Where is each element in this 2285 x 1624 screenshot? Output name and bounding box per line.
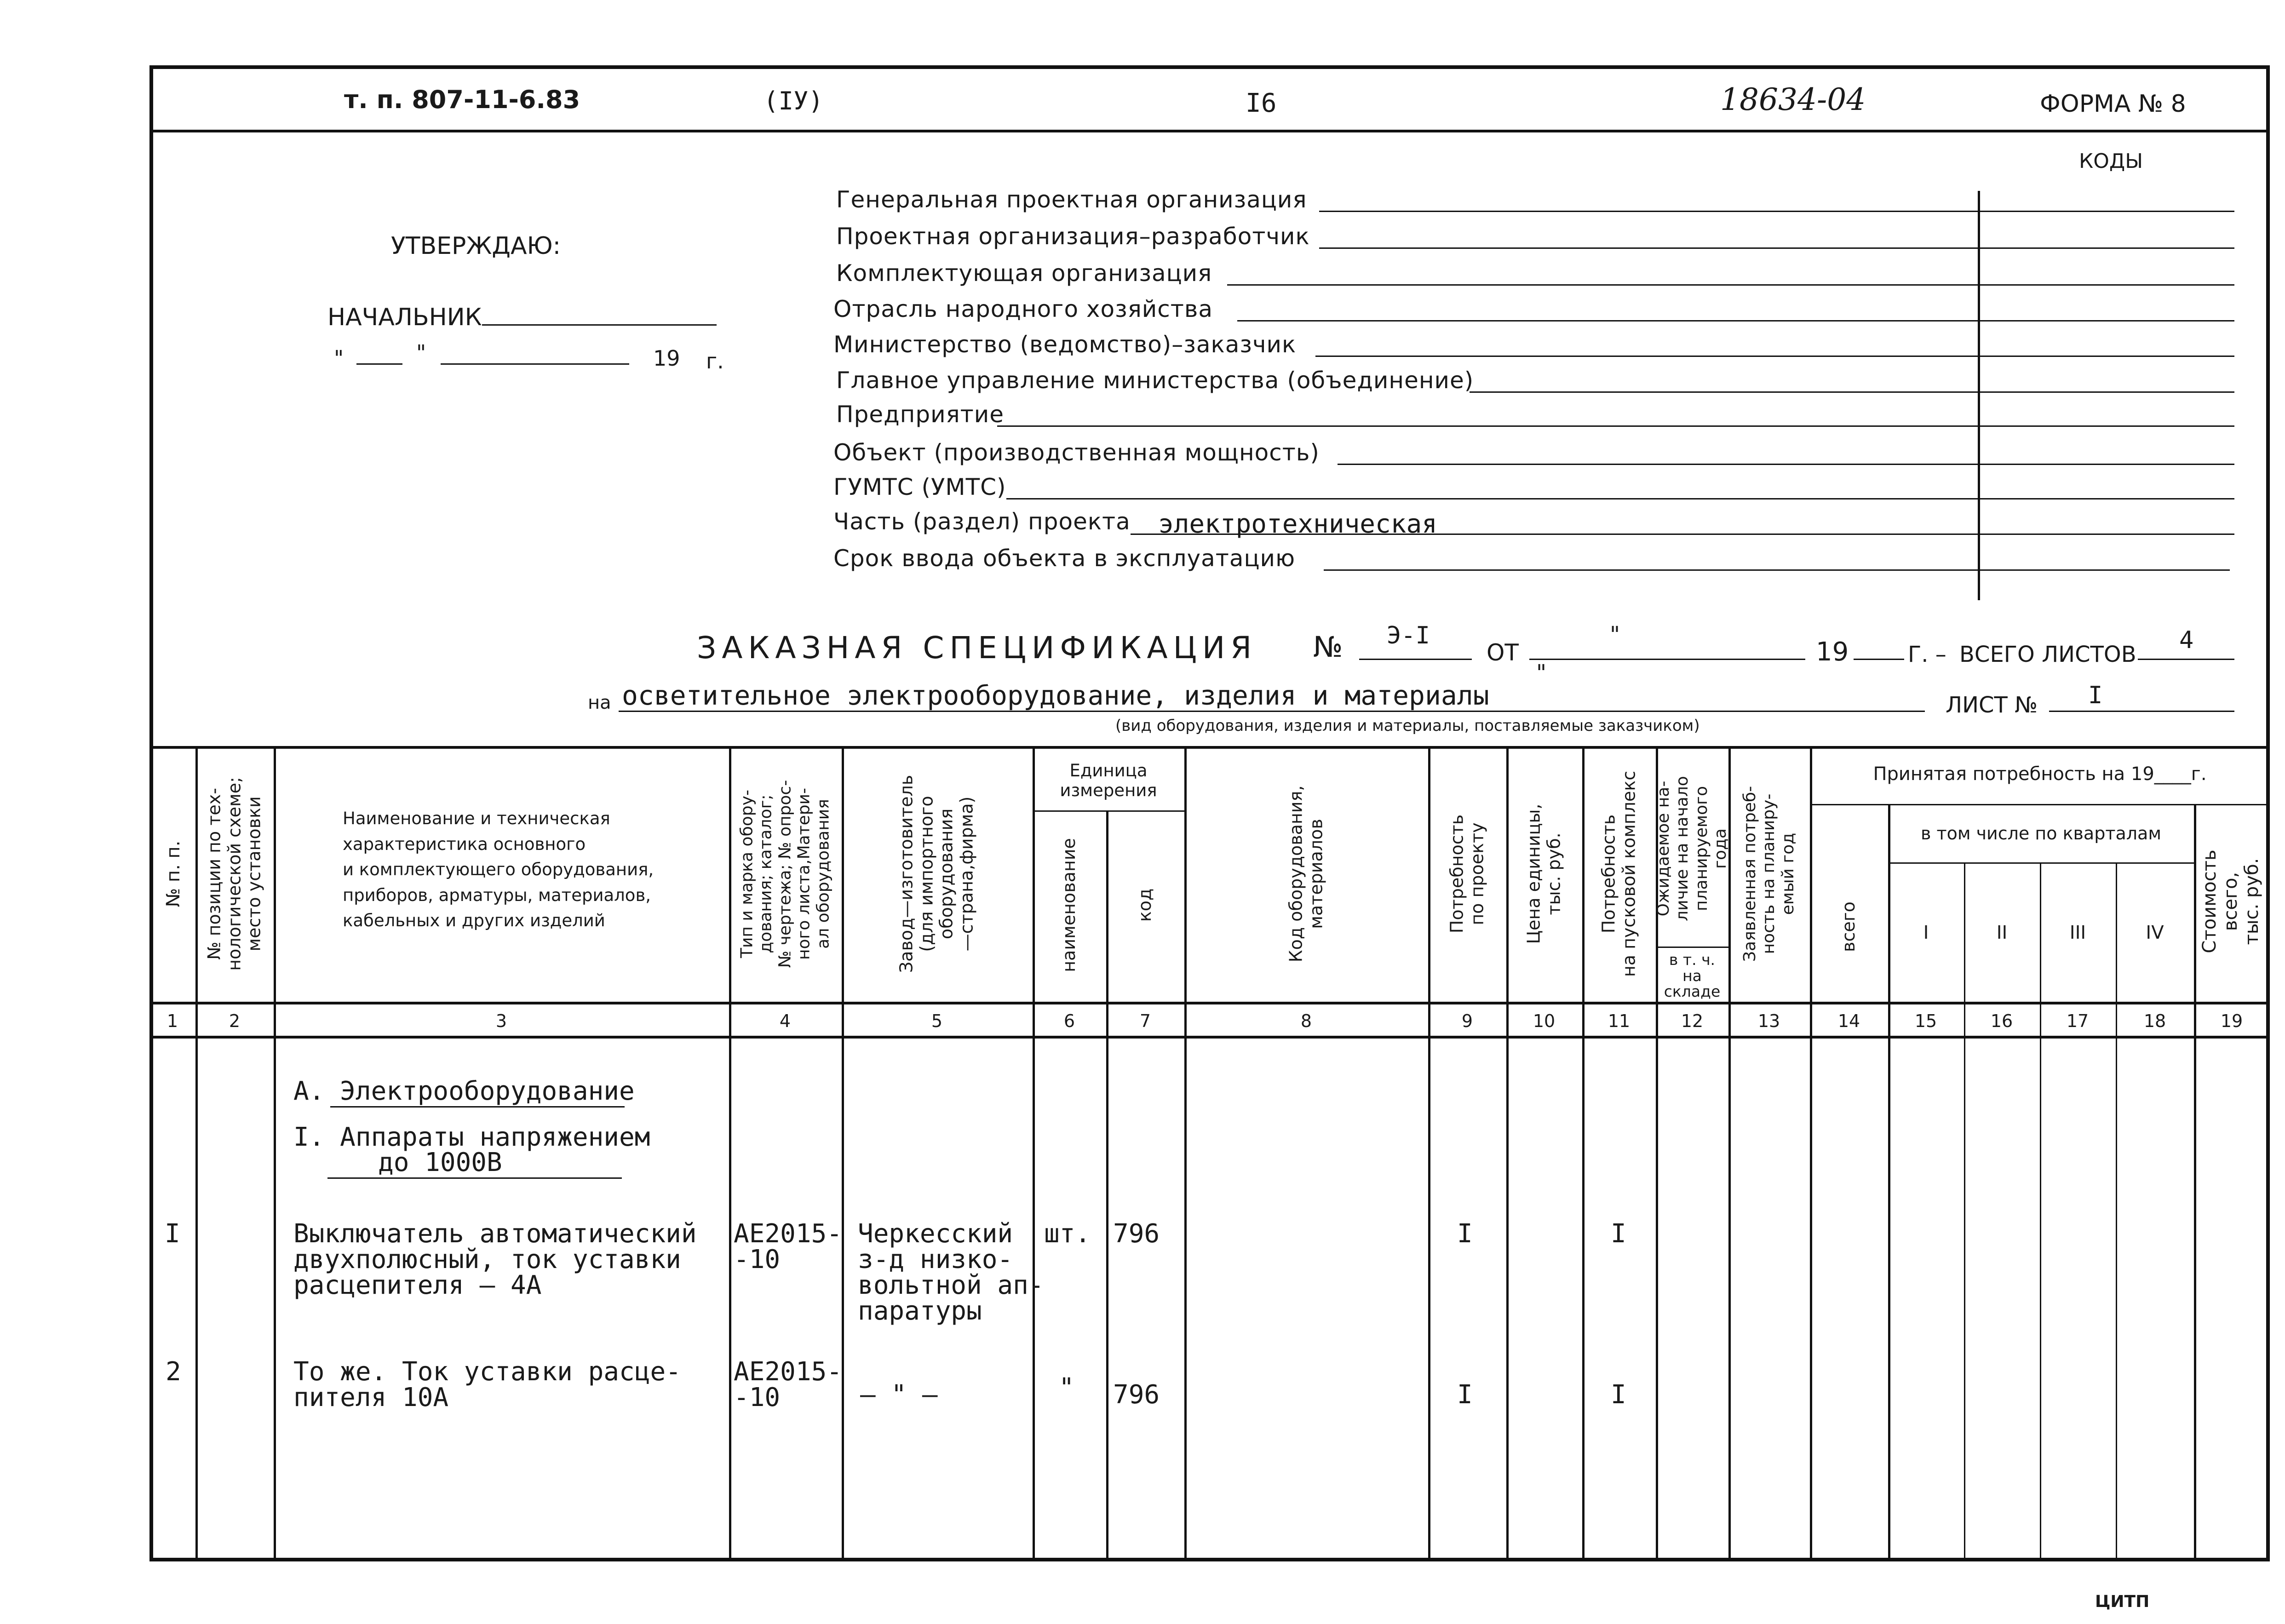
spec-year-line[interactable] [1854,659,1904,660]
row-1-unit: шт. [1044,1219,1091,1249]
row-2-unit-code: 796 [1113,1380,1160,1410]
table-header-bottom [149,1002,2270,1004]
codes-label: КОДЫ [2079,149,2143,173]
spec-subject-line[interactable] [619,711,1925,712]
spec-year-suffix: Г. – [1908,642,1946,667]
header-col-6: наименование [1059,838,1079,972]
field-project-part-label: Часть (раздел) проекта [833,508,1131,535]
field-ministry-label: Министерство (ведомство)–заказчик [833,331,1297,358]
project-code: т. п. 807-11-6.83 [344,85,580,114]
codes-column-divider [1978,191,1980,600]
colnum-5: 5 [931,1011,943,1031]
field-supplier-org-label: Комплектующая организация [836,260,1212,287]
spec-number-value: Э-I [1387,622,1430,649]
spec-subject-caption: (вид оборудования, изделия и материалы, поставляемые заказчиком) [1115,717,1700,735]
header-col-12: Ожидаемое на- личие на начало планируемого года [1654,776,1730,921]
header-col-19: Стоимость всего, тыс. руб. [2199,849,2262,953]
field-project-part-value: электротехническая [1158,509,1437,539]
field-general-org-label: Генеральная проектная организация [836,186,1307,213]
header-unit-group: Единица измерения [1060,761,1157,800]
colnum-12: 12 [1681,1011,1704,1031]
spec-from-label: ОТ [1487,639,1519,666]
row-2-type: АЕ2015- -10 [734,1357,843,1412]
header-col-16: II [1996,922,2008,943]
form-label: ФОРМА № 8 [2040,90,2186,118]
col-divider-4 [842,746,844,1561]
col-divider-17 [2116,862,2117,1561]
spec-number-line[interactable] [1359,659,1472,660]
colnum-9: 9 [1461,1011,1473,1031]
section-1-heading-line1: I. Аппараты напряжением [293,1122,650,1152]
col-divider-16 [2040,862,2041,1561]
header-col-14: всего [1838,901,1859,952]
chief-label: НАЧАЛЬНИК [327,304,482,331]
colnum-15: 15 [1914,1011,1937,1031]
colnum-11: 11 [1608,1011,1631,1031]
row-2-need: I [1457,1380,1473,1410]
col-divider-1 [195,746,198,1561]
col-divider-10 [1582,746,1585,1561]
field-project-part-line[interactable] [1131,534,2234,535]
spec-sheet-value: I [2088,682,2103,709]
row-1-maker: Черкесский з-д низко- вольтной ап- паратуры [858,1219,1044,1326]
spec-year-label: 19 [1816,637,1849,667]
album-number: (IУ) [764,86,824,115]
spec-total-sheets-label: ВСЕГО ЛИСТОВ [1959,642,2136,667]
header-col-10: Цена единицы, тыс. руб. [1523,803,1564,944]
accepted-group-divider [1810,804,2270,805]
row-1-start-need: I [1611,1219,1626,1249]
field-developer-org-line[interactable] [1319,247,2234,249]
section-a-heading: А. Электрооборудование [293,1076,635,1106]
colnum-14: 14 [1837,1011,1860,1031]
spec-total-sheets-line[interactable] [2138,659,2234,660]
colnum-18: 18 [2143,1011,2166,1031]
footer-mark: ЦИТП [2095,1592,2150,1611]
field-industry-label: Отрасль народного хозяйства [833,296,1213,322]
section-1-underline [327,1177,622,1179]
header-col-11: Потребность на пусковой комплекс [1598,770,1639,977]
colnum-16: 16 [1990,1011,2013,1031]
row-1-name: Выключатель автоматический двухполюсный, ток уставки расцепителя – 4А [293,1219,697,1300]
handwritten-doc-number: 18634-04 [1720,82,1866,117]
header-col-7: код [1135,888,1155,922]
colnum-10: 10 [1533,1011,1556,1031]
field-commissioning-label: Срок ввода объекта в эксплуатацию [833,545,1296,572]
spec-date-line[interactable] [1529,659,1805,660]
row-2-unit: " [1059,1373,1074,1403]
col-divider-13 [1810,746,1812,1561]
date-year-prefix: 19 [653,346,680,371]
header-accepted-group: Принятая потребность на 19____г. [1873,763,2207,785]
row-2-start-need: I [1611,1380,1626,1410]
field-industry-line[interactable] [1237,320,2234,321]
top-bar-divider [149,130,2270,132]
col-divider-9 [1506,746,1509,1561]
header-quarters-group: в том числе по кварталам [1921,823,2161,844]
header-col-5: Завод—изготовитель (для импортного оборудования —страна,фирма) [896,775,977,973]
colnum-6: 6 [1063,1011,1075,1031]
section-a-underline [330,1106,625,1108]
unit-group-divider [1033,810,1184,812]
row-2-name: То же. Ток уставки расце- пителя 10А [293,1357,681,1412]
approve-label: УТВЕРЖДАЮ: [391,232,561,260]
field-supplier-org-line[interactable] [1227,284,2234,286]
field-commissioning-line[interactable] [1324,569,2230,571]
field-main-directorate-label: Главное управление министерства (объединение) [836,367,1474,394]
header-col-15: I [1923,922,1929,943]
header-col-8: Код оборудования, материалов [1286,785,1326,963]
colnum-13: 13 [1757,1011,1780,1031]
table-top-border [149,746,2270,749]
spec-on-label: на [588,692,611,713]
field-gumts-line[interactable] [1006,498,2234,499]
colnum-19: 19 [2220,1011,2243,1031]
col-divider-7 [1184,746,1187,1561]
col-divider-3 [729,746,731,1561]
col-divider-14 [1888,804,1890,1561]
header-col-1: № п. п. [163,840,184,907]
header-col-13: Заявленная потреб- ность на планиру- емый год [1740,786,1797,962]
section-1-heading-line2: до 1000В [378,1148,502,1177]
row-2-maker: – " – [860,1380,938,1410]
col-divider-15 [1964,862,1965,1561]
colnum-3: 3 [495,1011,507,1031]
date-month-line[interactable] [441,363,629,365]
header-col-2: № позиции по тех- нологической схеме; место установки [204,777,264,971]
row-2-num: 2 [166,1357,181,1387]
table-colnum-bottom [149,1036,2270,1039]
chief-signature-line[interactable] [482,324,717,326]
spec-date-quote-close: " [1536,660,1547,686]
spec-sheet-label: ЛИСТ № [1946,692,2038,718]
stock-sub-divider [1656,947,1728,948]
col-divider-5 [1033,746,1035,1561]
header-col-3: Наименование и техническая характеристика основного и комплектующего оборудования, приборов, арматуры, материалов, кабельных и других изделий [343,809,654,930]
spec-sheet-line[interactable] [2049,711,2234,712]
header-col-9: Потребность по проекту [1447,814,1487,934]
field-developer-org-label: Проектная организация–разработчик [836,223,1310,250]
spec-subject-value: осветительное электрооборудование, изделия и материалы [622,680,1489,711]
field-object-line[interactable] [1338,464,2234,465]
field-ministry-line[interactable] [1315,356,2234,357]
field-object-label: Объект (производственная мощность) [833,439,1320,466]
header-col-4: Тип и марка обору- дования; каталог; № чертежа; № опрос- ного листа,Матери- ал оборудования [737,780,833,968]
header-col-18: IV [2146,922,2164,943]
colnum-8: 8 [1300,1011,1312,1031]
spec-title: ЗАКАЗНАЯ СПЕЦИФИКАЦИЯ [697,630,1257,666]
colnum-7: 7 [1139,1011,1151,1031]
date-quote-close: " [416,340,426,365]
row-1-unit-code: 796 [1113,1219,1160,1249]
field-enterprise-label: Предприятие [836,401,1005,428]
col-divider-8 [1428,746,1430,1561]
date-day-line[interactable] [356,363,402,365]
header-col-17: III [2069,922,2086,943]
page-number: I6 [1246,88,1277,118]
field-gumts-label: ГУМТС (УМТС) [833,474,1006,500]
date-year-suffix: г. [706,349,724,373]
colnum-1: 1 [166,1011,178,1031]
row-1-need: I [1457,1219,1473,1249]
colnum-2: 2 [229,1011,241,1031]
spec-date-quote-open: " [1610,622,1620,648]
colnum-4: 4 [779,1011,791,1031]
col-divider-6 [1106,810,1108,1561]
field-general-org-line[interactable] [1319,211,2234,212]
header-col-12-sub: в т. ч. на складе [1664,951,1721,1001]
spec-total-sheets-value: 4 [2179,626,2194,654]
field-enterprise-line[interactable] [997,425,2234,427]
col-divider-18 [2194,804,2196,1561]
col-divider-2 [274,746,276,1561]
spec-number-label: № [1313,630,1343,664]
field-main-directorate-line[interactable] [1470,391,2234,393]
row-1-num: I [165,1219,180,1249]
date-quote-open: " [334,346,344,371]
row-1-type: АЕ2015- -10 [734,1219,843,1274]
colnum-17: 17 [2066,1011,2089,1031]
